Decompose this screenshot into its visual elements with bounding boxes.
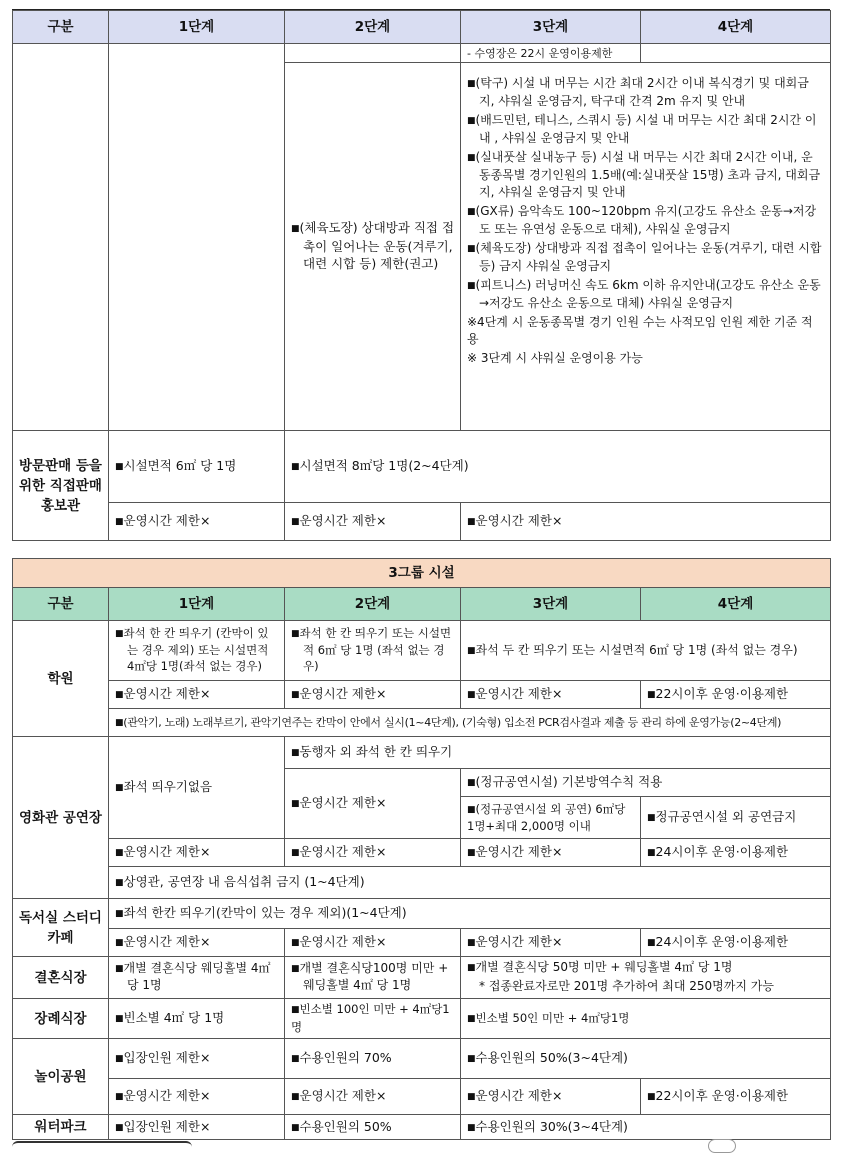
park-s34: ■ 수용인원의 50%(3~4단계)	[461, 1039, 831, 1079]
park-time2: ■ 운영시간 제한×	[285, 1079, 461, 1115]
wedding-s1: ■ 개별 결혼식당 웨딩홀별 4㎡ 당 1명	[109, 957, 285, 999]
sales-area24: ■ 시설면적 8㎡당 1명(2~4단계)	[285, 431, 831, 503]
table-row	[13, 1079, 831, 1115]
wedding-s34: ■ 개별 결혼식당 50명 미만 + 웨딩홀별 4㎡ 당 1명 * 접종완료자로만 201명 추가하여 최대 250명까지 가능	[461, 957, 831, 999]
funeral-s34: ■ 빈소별 50인 미만 + 4㎡당1명	[461, 999, 831, 1039]
table-row	[13, 957, 831, 999]
table-row	[13, 737, 831, 769]
library-label: 독서실 스터디카페	[13, 899, 109, 957]
sales-time2: ■ 운영시간 제한×	[285, 503, 461, 541]
park-label: 놀이공원	[13, 1039, 109, 1115]
header-category: 구분	[13, 588, 109, 621]
header-stage-4: 4단계	[641, 588, 831, 621]
table-row	[13, 1115, 831, 1140]
library-time2: ■ 운영시간 제한×	[285, 929, 461, 957]
sports-category-cell	[13, 44, 109, 431]
table-row	[13, 709, 831, 737]
cinema-other3: ■ (정규공연시설 외 공연) 6㎡당 1명+최대 2,000명 이내	[461, 797, 641, 839]
header-stage-4: 4단계	[641, 11, 831, 44]
note-stage3: ※ 3단계 시 샤워실 운영이용 가능	[467, 351, 643, 365]
group3-title: 3그룹 시설	[13, 559, 831, 588]
sales-category-label: 방문판매 등을 위한 직접판매 홍보관	[13, 431, 109, 541]
rule-dojo: ■ (체육도장) 상대방과 직접 접촉이 일어나는 운동(겨루기, 대련 시합 등) 금지 샤워실 운영금지	[467, 240, 824, 275]
header-stage-1: 1단계	[109, 588, 285, 621]
park-time4: ■ 22시이후 운영·이용제한	[641, 1079, 831, 1115]
library-time1: ■ 운영시간 제한×	[109, 929, 285, 957]
cinema-time4b: ■ 24시이후 운영·이용제한	[641, 839, 831, 867]
table-row	[13, 899, 831, 929]
rule-fitness: ■ (피트니스) 러닝머신 속도 6km 이하 유지안내(고강도 유산소 운동→저강도 유산소 운동으로 대체) 샤워실 운영금지	[467, 277, 824, 312]
library-time4: ■ 24시이후 운영·이용제한	[641, 929, 831, 957]
sports-stage2-cell	[285, 63, 461, 431]
cinema-time2: ■ 운영시간 제한×	[285, 769, 461, 839]
academy-seat34: ■ 좌석 두 칸 띄우기 또는 시설면적 6㎡ 당 1명 (좌석 없는 경우)	[461, 621, 831, 681]
wedding-s2: ■ 개별 결혼식당100명 미만 + 웨딩홀별 4㎡ 당 1명	[285, 957, 461, 999]
funeral-label: 장례식장	[13, 999, 109, 1039]
wedding-label: 결혼식장	[13, 957, 109, 999]
water-s1: ■ 입장인원 제한×	[109, 1115, 285, 1140]
sports-stage4-top-cell	[641, 44, 831, 63]
rule-futsal: ■ (실내풋살 실내농구 등) 시설 내 머무는 시간 최대 2시간 이내, 운동종목별 경기인원의 1.5배(예:실내풋살 15명) 초과 금지, 대회금지, 샤워실 운영금지 및 안내	[467, 149, 824, 201]
sports-stage1-cell	[109, 44, 285, 431]
table-header-row	[13, 588, 831, 621]
park-s1: ■ 입장인원 제한×	[109, 1039, 285, 1079]
cinema-label: 영화관 공연장	[13, 737, 109, 899]
sales-time1: ■ 운영시간 제한×	[109, 503, 285, 541]
funeral-s2: ■ 빈소별 100인 미만 + 4㎡당1명	[285, 999, 461, 1039]
cinema-seat1: ■ 좌석 띄우기없음	[109, 737, 285, 839]
header-stage-1: 1단계	[109, 11, 285, 44]
academy-seat2: ■ 좌석 한 칸 띄우기 또는 시설면적 6㎡ 당 1명 (좌석 없는 경우)	[285, 621, 461, 681]
table-row	[13, 503, 831, 541]
water-label: 워터파크	[13, 1115, 109, 1140]
table-row	[13, 1039, 831, 1079]
table-row	[13, 929, 831, 957]
rule-gx: ■ (GX류) 음악속도 100~120bpm 유지(고강도 유산소 운동→저강도 또는 유연성 운동으로 대체), 샤워실 운영금지	[467, 203, 824, 238]
academy-label: 학원	[13, 621, 109, 737]
cinema-time2b: ■ 운영시간 제한×	[285, 839, 461, 867]
park-time3: ■ 운영시간 제한×	[461, 1079, 641, 1115]
cinema-time1b: ■ 운영시간 제한×	[109, 839, 285, 867]
header-category: 구분	[13, 11, 109, 44]
park-time1: ■ 운영시간 제한×	[109, 1079, 285, 1115]
cinema-other4: ■ 정규공연시설 외 공연금지	[641, 797, 831, 839]
sports-stage34-cell	[461, 63, 831, 431]
academy-time1: ■ 운영시간 제한×	[109, 681, 285, 709]
park-s2: ■ 수용인원의 70%	[285, 1039, 461, 1079]
regulation-table-group3	[12, 558, 831, 1140]
rule-table-tennis: ■ (탁구) 시설 내 머무는 시간 최대 2시간 이내 복식경기 및 대회금지, 샤워실 운영금지, 탁구대 간격 2m 유지 및 안내	[467, 75, 824, 110]
table-row	[13, 621, 831, 681]
academy-note: ■ (관악기, 노래) 노래부르기, 관악기연주는 칸막이 안에서 실시(1~4단계), (기숙형) 입소전 PCR검사결과 제출 등 관리 하에 운영가능(2~4단계)	[109, 709, 831, 737]
footer-tab-decoration	[12, 1141, 192, 1149]
sales-time34: ■ 운영시간 제한×	[461, 503, 831, 541]
rule-badminton: ■ (배드민턴, 테니스, 스쿼시 등) 시설 내 머무는 시간 최대 2시간 이내 , 샤워실 운영금지 및 안내	[467, 112, 824, 147]
wedding-s34-note: * 접종완료자로만 201명 추가하여 최대 250명까지 가능	[479, 979, 774, 993]
cinema-seat24: ■ 동행자 외 좌석 한 칸 띄우기	[285, 737, 831, 769]
pool-note: - 수영장은 22시 운영이용제한	[461, 44, 641, 63]
sports-stage2-text: ■ (체육도장) 상대방과 직접 접촉이 일어나는 운동(겨루기, 대련 시합 등) 제한(권고)	[291, 219, 454, 272]
funeral-s1: ■ 빈소별 4㎡ 당 1명	[109, 999, 285, 1039]
header-stage-2: 2단계	[285, 11, 461, 44]
water-s2: ■ 수용인원의 50%	[285, 1115, 461, 1140]
library-time3: ■ 운영시간 제한×	[461, 929, 641, 957]
sales-area1: ■ 시설면적 6㎡ 당 1명	[109, 431, 285, 503]
cinema-perf34: ■ (정규공연시설) 기본방역수칙 적용	[461, 769, 831, 797]
regulation-table-group2	[12, 10, 831, 541]
library-seat: ■ 좌석 한칸 띄우기(칸막이 있는 경우 제외)(1~4단계)	[109, 899, 831, 929]
table-row	[13, 44, 831, 63]
header-stage-3: 3단계	[461, 588, 641, 621]
cinema-food: ■ 상영관, 공연장 내 음식섭취 금지 (1~4단계)	[109, 867, 831, 899]
academy-time2: ■ 운영시간 제한×	[285, 681, 461, 709]
footer-page-marker	[708, 1139, 736, 1153]
note-stage4: ※4단계 시 운동종목별 경기 인원 수는 사적모임 인원 제한 기준 적용	[467, 315, 813, 346]
table-header-row	[13, 11, 831, 44]
header-stage-2: 2단계	[285, 588, 461, 621]
table-row	[13, 431, 831, 503]
table-row	[13, 867, 831, 899]
header-stage-3: 3단계	[461, 11, 641, 44]
group3-title-row	[13, 559, 831, 588]
table-row	[13, 681, 831, 709]
table-row	[13, 839, 831, 867]
cinema-time3b: ■ 운영시간 제한×	[461, 839, 641, 867]
academy-seat1: ■ 좌석 한 칸 띄우기 (칸막이 있는 경우 제외) 또는 시설면적 4㎡당 1명(좌석 없는 경우)	[109, 621, 285, 681]
water-s34: ■ 수용인원의 30%(3~4단계)	[461, 1115, 831, 1140]
academy-time3: ■ 운영시간 제한×	[461, 681, 641, 709]
academy-time4: ■ 22시이후 운영·이용제한	[641, 681, 831, 709]
sports-stage2-top-cell	[285, 44, 461, 63]
table-row	[13, 999, 831, 1039]
